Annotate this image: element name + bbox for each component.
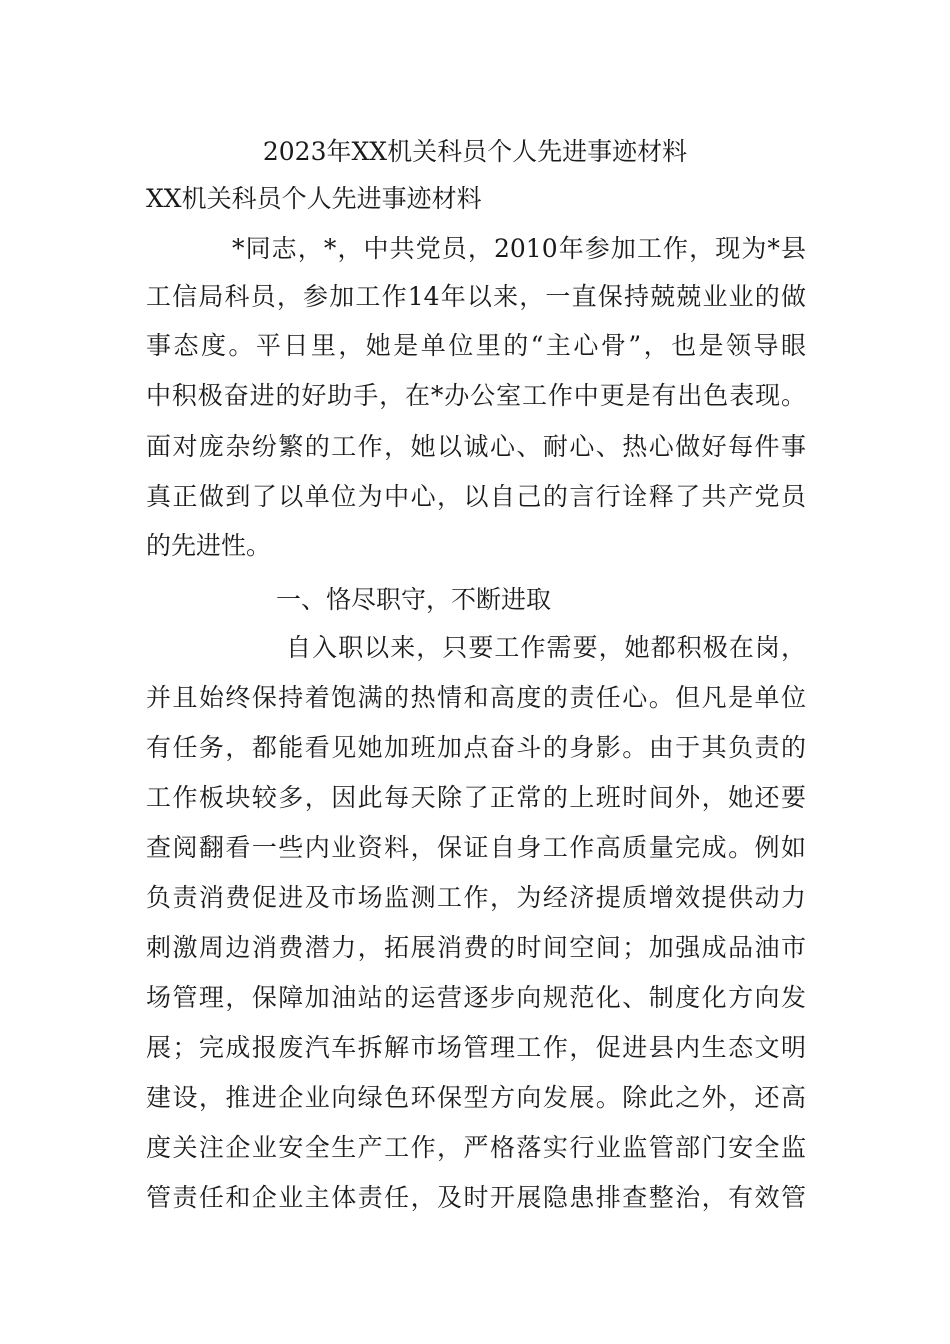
paragraph-line: 度关注企业安全生产工作，严格落实行业监管部门安全监: [146, 1133, 806, 1162]
paragraph-line: 管责任和企业主体责任，及时开展隐患排查整治，有效管: [146, 1183, 806, 1212]
paragraph-line: 建设，推进企业向绿色环保型方向发展。除此之外，还高: [146, 1083, 806, 1112]
paragraph-line: 查阅翻看一些内业资料，保证自身工作高质量完成。例如: [146, 833, 806, 862]
paragraph-line: 并且始终保持着饱满的热情和高度的责任心。但凡是单位: [146, 683, 806, 712]
paragraph-line: 工信局科员，参加工作14年以来，一直保持兢兢业业的做: [146, 282, 806, 311]
paragraph-line: 中积极奋进的好助手，在*办公室工作中更是有出色表现。: [146, 381, 806, 410]
paragraph-line: 负责消费促进及市场监测工作，为经济提质增效提供动力: [146, 883, 806, 912]
document-title: 2023年XX机关科员个人先进事迹材料: [262, 137, 688, 166]
paragraph-line: 工作板块较多，因此每天除了正常的上班时间外，她还要: [146, 783, 806, 812]
paragraph-line: 有任务，都能看见她加班加点奋斗的身影。由于其负责的: [146, 733, 806, 762]
paragraph-line: *同志，*，中共党员，2010年参加工作，现为*县: [232, 234, 806, 263]
document-subtitle: XX机关科员个人先进事迹材料: [146, 184, 482, 213]
paragraph-line: 事态度。平日里，她是单位里的“主心骨”，也是领导眼: [146, 331, 806, 360]
paragraph-line: 面对庞杂纷繁的工作，她以诚心、耐心、热心做好每件事: [146, 432, 806, 461]
paragraph-line: 刺激周边消费潜力，拓展消费的时间空间；加强成品油市: [146, 933, 806, 962]
paragraph-line: 场管理，保障加油站的运营逐步向规范化、制度化方向发: [146, 983, 806, 1012]
paragraph-line: 展；完成报废汽车拆解市场管理工作，促进县内生态文明: [146, 1033, 806, 1062]
paragraph-line: 真正做到了以单位为中心，以自己的言行诠释了共产党员: [146, 482, 806, 511]
paragraph-line: 自入职以来，只要工作需要，她都积极在岗，: [286, 633, 806, 662]
paragraph-line: 的先进性。: [146, 531, 272, 560]
section-heading: 一、恪尽职守，不断进取: [276, 585, 552, 614]
